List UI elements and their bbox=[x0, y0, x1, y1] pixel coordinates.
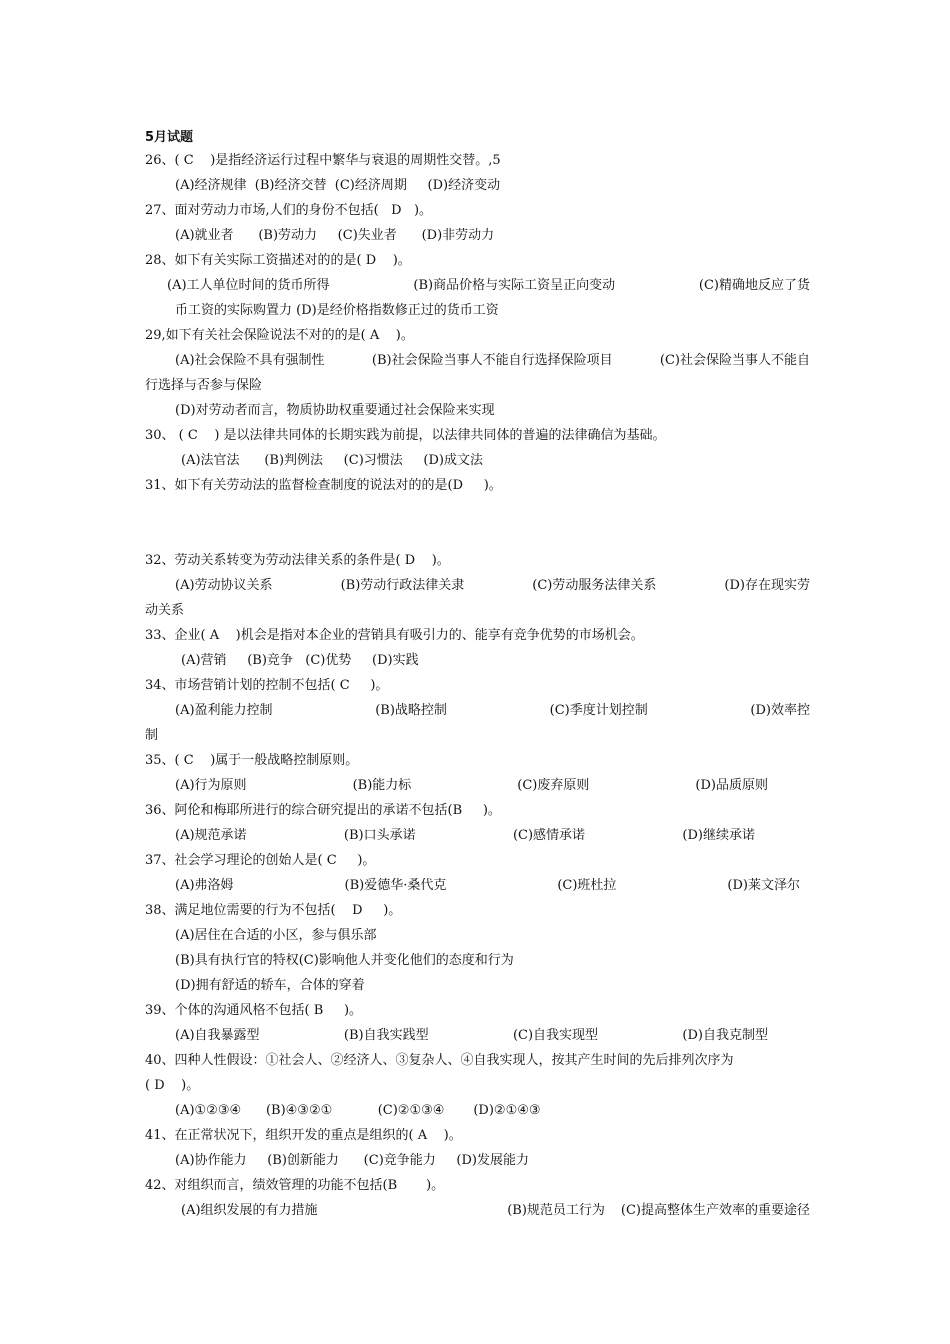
question-26: 26、( C )是指经济运行过程中繁华与衰退的周期性交替。,5 bbox=[145, 153, 501, 168]
question-29-options-cont: 行选择与否参与保险 bbox=[145, 378, 263, 393]
question-42: 42、对组织而言，绩效管理的功能不包括(B )。 bbox=[145, 1178, 445, 1193]
option-b: (B)自我实践型 bbox=[343, 1028, 429, 1043]
question-36: 36、阿伦和梅耶所进行的综合研究提出的承诺不包括(B )。 bbox=[145, 803, 501, 818]
question-39: 39、个体的沟通风格不包括( B )。 bbox=[145, 1003, 363, 1018]
option-d: (D)继续承诺 bbox=[682, 828, 755, 843]
question-31-options-cd bbox=[145, 523, 810, 548]
question-38-option-d: (D)拥有舒适的轿车，合体的穿着 bbox=[175, 978, 365, 993]
option-c: (C)社会保险当事人不能自 bbox=[659, 353, 810, 368]
question-41-options: (A)协作能力 (B)创新能力 (C)竞争能力 (D)发展能力 bbox=[175, 1153, 530, 1168]
option-a: (A)规范承诺 bbox=[175, 828, 247, 843]
question-27: 27、面对劳动力市场,人们的身份不包括( D )。 bbox=[145, 203, 433, 218]
option-d: (D)存在现实劳 bbox=[724, 578, 810, 593]
option-c: (C)感情承诺 bbox=[512, 828, 586, 843]
option-b: (B)口头承诺 bbox=[343, 828, 416, 843]
option-c: (C)班杜拉 bbox=[557, 878, 617, 893]
question-35-options bbox=[145, 773, 810, 798]
question-38: 38、满足地位需要的行为不包括( D )。 bbox=[145, 903, 402, 918]
question-39-options bbox=[145, 1023, 810, 1048]
option-a: (A)自我暴露型 bbox=[175, 1028, 260, 1043]
question-34-options bbox=[145, 698, 810, 723]
option-b: (B)社会保险当事人不能自行选择保险项目 bbox=[371, 353, 613, 368]
question-32-options bbox=[145, 573, 810, 598]
option-d: (D)品质原则 bbox=[695, 778, 768, 793]
question-36-options bbox=[145, 823, 810, 848]
question-32: 32、劳动关系转变为劳动法律关系的条件是( D )。 bbox=[145, 553, 450, 568]
question-38-option-a: (A)居住在合适的小区，参与俱乐部 bbox=[175, 928, 377, 943]
question-34-options-cont: 制 bbox=[145, 728, 159, 743]
option-c: (C)提高整体生产效率的重要途径 bbox=[620, 1203, 810, 1218]
question-32-options-cont: 动关系 bbox=[145, 603, 185, 618]
question-29: 29,如下有关社会保险说法不对的的是( A )。 bbox=[145, 328, 414, 343]
option-a: (A)行为原则 bbox=[175, 778, 247, 793]
question-40-options: (A)①②③④ (B)④③②① (C)②①③④ (D)②①④③ bbox=[175, 1103, 541, 1118]
question-26-options: (A)经济规律 (B)经济交替 (C)经济周期 (D)经济变动 bbox=[175, 178, 501, 193]
option-c: (C)季度计划控制 bbox=[549, 703, 648, 718]
question-33-options: (A)营销 (B)竞争 (C)优势 (D)实践 bbox=[181, 653, 419, 668]
question-28-options bbox=[145, 273, 810, 298]
option-a: (A)组织发展的有力措施 bbox=[181, 1203, 318, 1218]
option-c: (C)废弃原则 bbox=[517, 778, 590, 793]
option-a: (A)弗洛姆 bbox=[175, 878, 234, 893]
option-a: (A)社会保险不具有强制性 bbox=[175, 353, 325, 368]
question-42-options bbox=[145, 1198, 810, 1223]
question-38-option-bc: (B)具有执行官的特权(C)影响他人并变化他们的态度和行为 bbox=[175, 953, 514, 968]
option-b: (B)能力标 bbox=[352, 778, 412, 793]
document-page bbox=[145, 128, 810, 1223]
option-c: (C)自我实现型 bbox=[512, 1028, 599, 1043]
option-b: (B)商品价格与实际工资呈正向变动 bbox=[413, 278, 616, 293]
question-29-options bbox=[145, 348, 810, 373]
option-a: (A)盈利能力控制 bbox=[175, 703, 273, 718]
question-28: 28、如下有关实际工资描述对的的是( D )。 bbox=[145, 253, 411, 268]
option-b: (B)劳动行政法律关隶 bbox=[340, 578, 465, 593]
option-b: (B)爱德华·桑代克 bbox=[344, 878, 447, 893]
question-41: 41、在正常状况下，组织开发的重点是组织的( A )。 bbox=[145, 1128, 462, 1143]
question-34: 34、市场营销计划的控制不包括( C )。 bbox=[145, 678, 389, 693]
question-27-options: (A)就业者 (B)劳动力 (C)失业者 (D)非劳动力 bbox=[175, 228, 495, 243]
question-29-option-d: (D)对劳动者而言，物质协助权重要通过社会保险来实现 bbox=[175, 403, 495, 418]
question-30-options: (A)法官法 (B)判例法 (C)习惯法 (D)成文法 bbox=[181, 453, 484, 468]
section-title: 5月试题 bbox=[145, 130, 194, 145]
option-d: (D)自我克制型 bbox=[682, 1028, 768, 1043]
question-30: 30、 ( C ) 是以法律共同体的长期实践为前提，以法律共同体的普遍的法律确信为基础。 bbox=[145, 428, 666, 443]
question-31-options-ab bbox=[145, 498, 810, 523]
question-35: 35、( C )属于一般战略控制原则。 bbox=[145, 753, 359, 768]
option-a: (A)工人单位时间的货币所得 bbox=[167, 278, 330, 293]
question-28-options-cont: 币工资的实际购置力 (D)是经价格指数修正过的货币工资 bbox=[175, 303, 499, 318]
question-31: 31、如下有关劳动法的监督检查制度的说法对的的是(D )。 bbox=[145, 478, 502, 493]
question-37: 37、社会学习理论的创始人是( C )。 bbox=[145, 853, 376, 868]
option-d: (D)莱文泽尔 bbox=[727, 878, 800, 893]
option-d: (D)效率控 bbox=[750, 703, 810, 718]
question-37-options bbox=[145, 873, 810, 898]
option-b: (B)战略控制 bbox=[375, 703, 447, 718]
option-c: (C)劳动服务法律关系 bbox=[532, 578, 657, 593]
option-b: (B)规范员工行为 bbox=[507, 1203, 605, 1218]
question-40: 40、四种人性假设：①社会人、②经济人、③复杂人、④自我实现人，按其产生时间的先后排列次序为 bbox=[145, 1053, 734, 1068]
question-33: 33、企业( A )机会是指对本企业的营销具有吸引力的、能享有竞争优势的市场机会。 bbox=[145, 628, 644, 643]
option-c: (C)精确地反应了货 bbox=[698, 278, 810, 293]
question-40-cont: ( D )。 bbox=[145, 1078, 200, 1093]
option-a: (A)劳动协议关系 bbox=[175, 578, 273, 593]
